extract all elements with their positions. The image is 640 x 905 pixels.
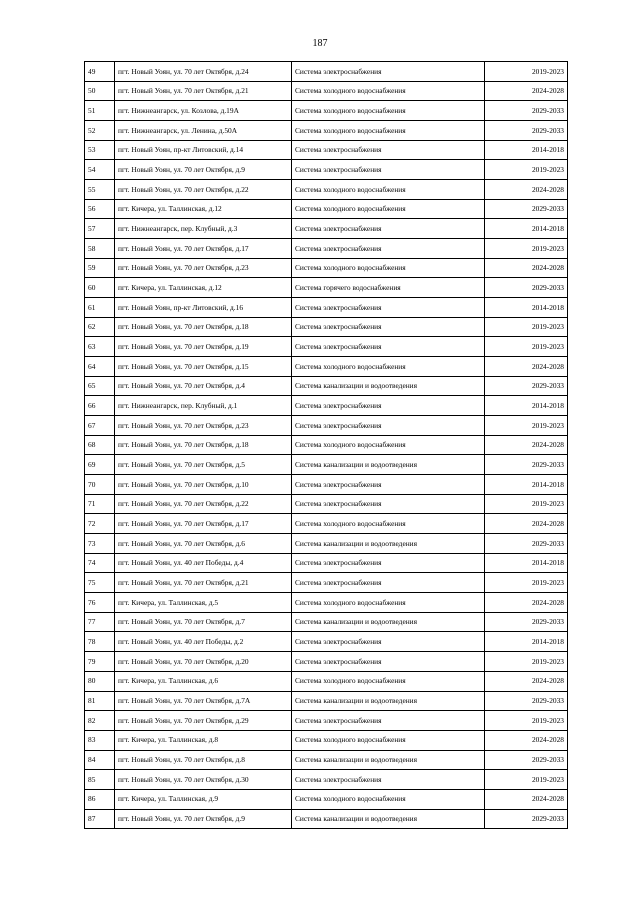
period-cell: 2024-2028 (485, 789, 568, 809)
period-cell: 2029-2033 (485, 121, 568, 141)
row-number-cell: 54 (85, 160, 115, 180)
address-cell: пгт. Нижнеангарск, ул. Ленина, д.50А (115, 121, 292, 141)
period-cell: 2019-2023 (485, 337, 568, 357)
table-row (85, 180, 568, 200)
period-cell: 2029-2033 (485, 278, 568, 298)
address-cell: пгт. Новый Уоян, ул. 70 лет Октября, д.24 (115, 62, 292, 82)
row-number-cell: 85 (85, 770, 115, 790)
system-cell: Система канализации и водоотведения (292, 750, 485, 770)
row-number-cell: 79 (85, 652, 115, 672)
system-cell: Система электроснабжения (292, 632, 485, 652)
row-number-cell: 56 (85, 199, 115, 219)
table-row (85, 435, 568, 455)
address-cell: пгт. Новый Уоян, ул. 70 лет Октября, д.23 (115, 416, 292, 436)
address-cell: пгт. Новый Уоян, ул. 70 лет Октября, д.5 (115, 455, 292, 475)
table-row (85, 494, 568, 514)
table-row (85, 160, 568, 180)
table-row (85, 62, 568, 82)
row-number-cell: 50 (85, 81, 115, 101)
address-cell: пгт. Нижнеангарск, пер. Клубный, д.3 (115, 219, 292, 239)
system-cell: Система электроснабжения (292, 652, 485, 672)
period-cell: 2029-2033 (485, 691, 568, 711)
table-row (85, 416, 568, 436)
row-number-cell: 70 (85, 475, 115, 495)
system-cell: Система электроснабжения (292, 416, 485, 436)
row-number-cell: 72 (85, 514, 115, 534)
row-number-cell: 63 (85, 337, 115, 357)
system-cell: Система холодного водоснабжения (292, 593, 485, 613)
period-cell: 2029-2033 (485, 101, 568, 121)
period-cell: 2019-2023 (485, 317, 568, 337)
address-cell: пгт. Новый Уоян, ул. 40 лет Победы, д.4 (115, 553, 292, 573)
system-cell: Система холодного водоснабжения (292, 514, 485, 534)
address-cell: пгт. Новый Уоян, ул. 70 лет Октября, д.17 (115, 239, 292, 259)
address-cell: пгт. Нижнеангарск, ул. Козлова, д.19А (115, 101, 292, 121)
address-cell: пгт. Кичера, ул. Таллинская, д.5 (115, 593, 292, 613)
row-number-cell: 81 (85, 691, 115, 711)
row-number-cell: 61 (85, 298, 115, 318)
address-cell: пгт. Новый Уоян, пр-кт Литовский, д.16 (115, 298, 292, 318)
period-cell: 2024-2028 (485, 357, 568, 377)
table-row (85, 278, 568, 298)
table-row (85, 258, 568, 278)
row-number-cell: 68 (85, 435, 115, 455)
address-cell: пгт. Кичера, ул. Таллинская, д.8 (115, 730, 292, 750)
system-cell: Система электроснабжения (292, 553, 485, 573)
period-cell: 2029-2033 (485, 199, 568, 219)
row-number-cell: 76 (85, 593, 115, 613)
row-number-cell: 55 (85, 180, 115, 200)
row-number-cell: 52 (85, 121, 115, 141)
table-row (85, 789, 568, 809)
system-cell: Система горячего водоснабжения (292, 278, 485, 298)
row-number-cell: 82 (85, 711, 115, 731)
address-cell: пгт. Новый Уоян, ул. 70 лет Октября, д.21 (115, 573, 292, 593)
system-cell: Система канализации и водоотведения (292, 612, 485, 632)
address-cell: пгт. Новый Уоян, ул. 70 лет Октября, д.20 (115, 652, 292, 672)
system-cell: Система электроснабжения (292, 494, 485, 514)
row-number-cell: 71 (85, 494, 115, 514)
period-cell: 2024-2028 (485, 514, 568, 534)
address-cell: пгт. Новый Уоян, ул. 70 лет Октября, д.19 (115, 337, 292, 357)
page-number: 187 (312, 38, 328, 49)
table-row (85, 298, 568, 318)
system-cell: Система холодного водоснабжения (292, 101, 485, 121)
system-cell: Система холодного водоснабжения (292, 789, 485, 809)
table-row (85, 809, 568, 829)
row-number-cell: 66 (85, 396, 115, 416)
table-row (85, 730, 568, 750)
address-cell: пгт. Новый Уоян, ул. 70 лет Октября, д.18 (115, 435, 292, 455)
row-number-cell: 84 (85, 750, 115, 770)
period-cell: 2024-2028 (485, 730, 568, 750)
period-cell: 2024-2028 (485, 593, 568, 613)
period-cell: 2024-2028 (485, 435, 568, 455)
address-cell: пгт. Новый Уоян, ул. 70 лет Октября, д.8 (115, 750, 292, 770)
table-row (85, 357, 568, 377)
system-cell: Система холодного водоснабжения (292, 180, 485, 200)
table-row (85, 691, 568, 711)
row-number-cell: 74 (85, 553, 115, 573)
address-cell: пгт. Нижнеангарск, пер. Клубный, д.1 (115, 396, 292, 416)
system-cell: Система канализации и водоотведения (292, 691, 485, 711)
period-cell: 2014-2018 (485, 396, 568, 416)
system-cell: Система холодного водоснабжения (292, 671, 485, 691)
system-cell: Система электроснабжения (292, 140, 485, 160)
address-cell: пгт. Новый Уоян, пр-кт Литовский, д.14 (115, 140, 292, 160)
row-number-cell: 51 (85, 101, 115, 121)
address-cell: пгт. Новый Уоян, ул. 70 лет Октября, д.22 (115, 494, 292, 514)
address-cell: пгт. Новый Уоян, ул. 70 лет Октября, д.4 (115, 376, 292, 396)
period-cell: 2029-2033 (485, 534, 568, 554)
period-cell: 2019-2023 (485, 770, 568, 790)
table-row (85, 652, 568, 672)
table-row (85, 632, 568, 652)
address-cell: пгт. Новый Уоян, ул. 70 лет Октября, д.6 (115, 534, 292, 554)
period-cell: 2029-2033 (485, 612, 568, 632)
period-cell: 2019-2023 (485, 652, 568, 672)
row-number-cell: 83 (85, 730, 115, 750)
address-cell: пгт. Новый Уоян, ул. 70 лет Октября, д.9 (115, 160, 292, 180)
table-row (85, 750, 568, 770)
period-cell: 2029-2033 (485, 376, 568, 396)
table-body (85, 62, 568, 829)
housing-systems-table (84, 61, 568, 829)
address-cell: пгт. Новый Уоян, ул. 70 лет Октября, д.29 (115, 711, 292, 731)
table-row (85, 711, 568, 731)
system-cell: Система электроснабжения (292, 396, 485, 416)
period-cell: 2029-2033 (485, 455, 568, 475)
address-cell: пгт. Новый Уоян, ул. 70 лет Октября, д.22 (115, 180, 292, 200)
table-row (85, 199, 568, 219)
system-cell: Система электроснабжения (292, 475, 485, 495)
period-cell: 2024-2028 (485, 180, 568, 200)
table-row (85, 593, 568, 613)
system-cell: Система холодного водоснабжения (292, 357, 485, 377)
period-cell: 2029-2033 (485, 750, 568, 770)
table-row (85, 317, 568, 337)
table-row (85, 81, 568, 101)
system-cell: Система электроснабжения (292, 317, 485, 337)
period-cell: 2014-2018 (485, 140, 568, 160)
row-number-cell: 69 (85, 455, 115, 475)
system-cell: Система электроснабжения (292, 298, 485, 318)
period-cell: 2019-2023 (485, 494, 568, 514)
table-row (85, 770, 568, 790)
row-number-cell: 57 (85, 219, 115, 239)
system-cell: Система электроснабжения (292, 573, 485, 593)
row-number-cell: 65 (85, 376, 115, 396)
period-cell: 2019-2023 (485, 711, 568, 731)
row-number-cell: 53 (85, 140, 115, 160)
address-cell: пгт. Новый Уоян, ул. 70 лет Октября, д.7А (115, 691, 292, 711)
row-number-cell: 62 (85, 317, 115, 337)
table-row (85, 514, 568, 534)
period-cell: 2014-2018 (485, 298, 568, 318)
table-row (85, 121, 568, 141)
row-number-cell: 86 (85, 789, 115, 809)
table-row (85, 612, 568, 632)
address-cell: пгт. Кичера, ул. Таллинская, д.6 (115, 671, 292, 691)
period-cell: 2024-2028 (485, 81, 568, 101)
system-cell: Система электроснабжения (292, 770, 485, 790)
period-cell: 2014-2018 (485, 553, 568, 573)
address-cell: пгт. Новый Уоян, ул. 70 лет Октября, д.15 (115, 357, 292, 377)
period-cell: 2019-2023 (485, 239, 568, 259)
system-cell: Система электроснабжения (292, 711, 485, 731)
period-cell: 2019-2023 (485, 62, 568, 82)
system-cell: Система холодного водоснабжения (292, 730, 485, 750)
row-number-cell: 77 (85, 612, 115, 632)
row-number-cell: 67 (85, 416, 115, 436)
period-cell: 2024-2028 (485, 258, 568, 278)
address-cell: пгт. Новый Уоян, ул. 70 лет Октября, д.10 (115, 475, 292, 495)
row-number-cell: 60 (85, 278, 115, 298)
address-cell: пгт. Новый Уоян, ул. 70 лет Октября, д.17 (115, 514, 292, 534)
period-cell: 2029-2033 (485, 809, 568, 829)
system-cell: Система электроснабжения (292, 160, 485, 180)
system-cell: Система канализации и водоотведения (292, 809, 485, 829)
system-cell: Система электроснабжения (292, 62, 485, 82)
period-cell: 2014-2018 (485, 219, 568, 239)
table-row (85, 337, 568, 357)
period-cell: 2019-2023 (485, 573, 568, 593)
system-cell: Система холодного водоснабжения (292, 199, 485, 219)
address-cell: пгт. Новый Уоян, ул. 40 лет Победы, д.2 (115, 632, 292, 652)
row-number-cell: 59 (85, 258, 115, 278)
row-number-cell: 73 (85, 534, 115, 554)
row-number-cell: 58 (85, 239, 115, 259)
row-number-cell: 87 (85, 809, 115, 829)
system-cell: Система холодного водоснабжения (292, 258, 485, 278)
period-cell: 2019-2023 (485, 416, 568, 436)
table-row (85, 396, 568, 416)
system-cell: Система электроснабжения (292, 219, 485, 239)
table-row (85, 455, 568, 475)
system-cell: Система холодного водоснабжения (292, 121, 485, 141)
address-cell: пгт. Кичера, ул. Таллинская, д.12 (115, 278, 292, 298)
table-row (85, 573, 568, 593)
address-cell: пгт. Новый Уоян, ул. 70 лет Октября, д.30 (115, 770, 292, 790)
period-cell: 2014-2018 (485, 632, 568, 652)
table-row (85, 534, 568, 554)
table-row (85, 140, 568, 160)
system-cell: Система канализации и водоотведения (292, 455, 485, 475)
system-cell: Система холодного водоснабжения (292, 435, 485, 455)
table-row (85, 219, 568, 239)
address-cell: пгт. Новый Уоян, ул. 70 лет Октября, д.21 (115, 81, 292, 101)
period-cell: 2019-2023 (485, 160, 568, 180)
address-cell: пгт. Новый Уоян, ул. 70 лет Октября, д.7 (115, 612, 292, 632)
address-cell: пгт. Новый Уоян, ул. 70 лет Октября, д.23 (115, 258, 292, 278)
row-number-cell: 80 (85, 671, 115, 691)
system-cell: Система электроснабжения (292, 337, 485, 357)
system-cell: Система канализации и водоотведения (292, 376, 485, 396)
row-number-cell: 75 (85, 573, 115, 593)
table-row (85, 376, 568, 396)
system-cell: Система электроснабжения (292, 239, 485, 259)
address-cell: пгт. Новый Уоян, ул. 70 лет Октября, д.9 (115, 809, 292, 829)
table-row (85, 671, 568, 691)
row-number-cell: 64 (85, 357, 115, 377)
system-cell: Система канализации и водоотведения (292, 534, 485, 554)
period-cell: 2014-2018 (485, 475, 568, 495)
address-cell: пгт. Кичера, ул. Таллинская, д.12 (115, 199, 292, 219)
address-cell: пгт. Новый Уоян, ул. 70 лет Октября, д.18 (115, 317, 292, 337)
address-cell: пгт. Кичера, ул. Таллинская, д.9 (115, 789, 292, 809)
period-cell: 2024-2028 (485, 671, 568, 691)
row-number-cell: 49 (85, 62, 115, 82)
table-row (85, 101, 568, 121)
table-row (85, 475, 568, 495)
row-number-cell: 78 (85, 632, 115, 652)
table-row (85, 553, 568, 573)
table-row (85, 239, 568, 259)
system-cell: Система холодного водоснабжения (292, 81, 485, 101)
